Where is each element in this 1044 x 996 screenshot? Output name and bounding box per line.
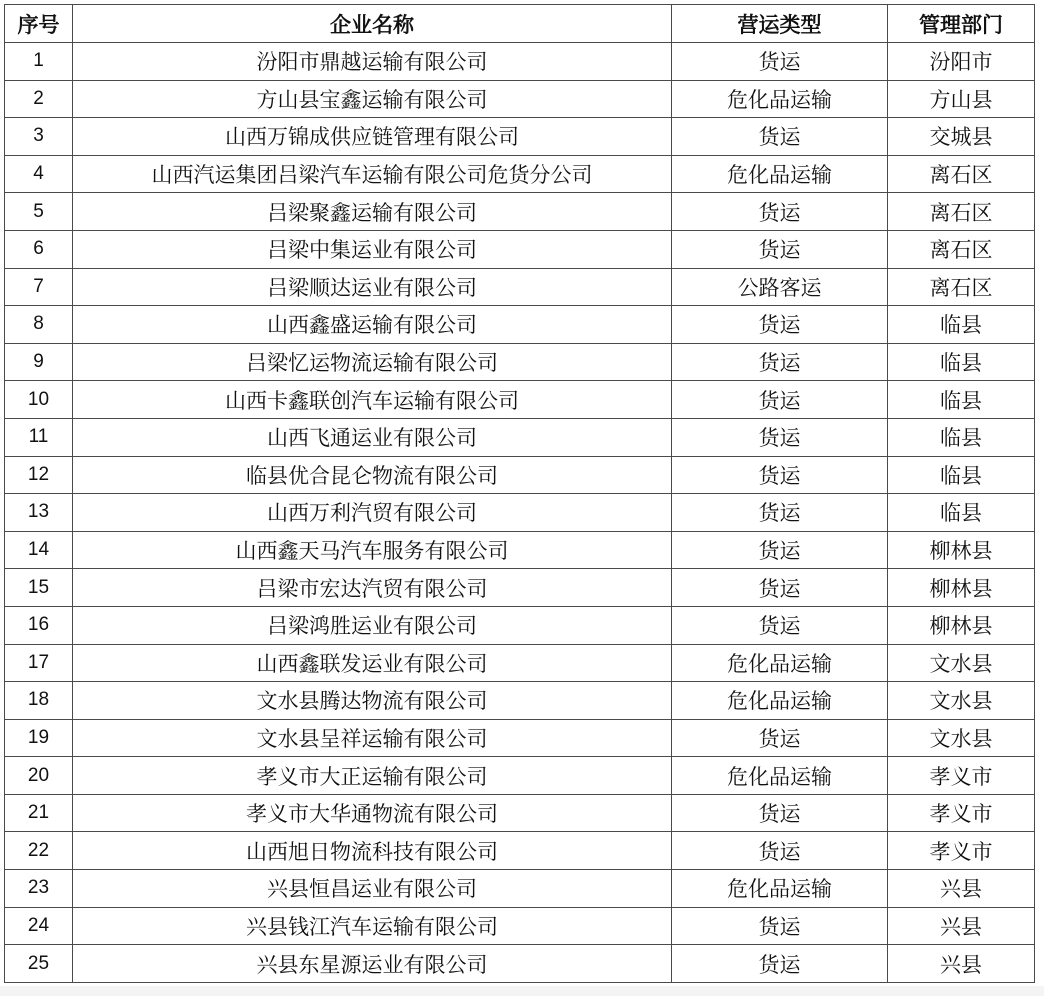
table-row (5, 155, 1035, 193)
cell-operation-type: 危化品运输 (672, 644, 888, 682)
table-row (5, 606, 1035, 644)
table-row (5, 644, 1035, 682)
cell-operation-type: 货运 (672, 531, 888, 569)
cell-operation-type: 货运 (672, 343, 888, 381)
cell-management-dept: 柳林县 (888, 531, 1035, 569)
cell-management-dept: 文水县 (888, 719, 1035, 757)
cell-management-dept: 孝义市 (888, 757, 1035, 795)
cell-index: 21 (5, 794, 73, 832)
cell-index: 14 (5, 531, 73, 569)
cell-operation-type: 货运 (672, 193, 888, 231)
cell-company-name: 临县优合昆仑物流有限公司 (73, 456, 672, 494)
table-row (5, 80, 1035, 118)
page-bottom-strip (0, 986, 1044, 996)
cell-company-name: 兴县恒昌运业有限公司 (73, 870, 672, 908)
table-row (5, 193, 1035, 231)
cell-company-name: 山西汽运集团吕梁汽车运输有限公司危货分公司 (73, 155, 672, 193)
cell-management-dept: 临县 (888, 343, 1035, 381)
cell-index: 16 (5, 606, 73, 644)
header-row (5, 5, 1035, 43)
cell-management-dept: 离石区 (888, 230, 1035, 268)
cell-operation-type: 货运 (672, 494, 888, 532)
cell-company-name: 兴县钱江汽车运输有限公司 (73, 907, 672, 945)
cell-index: 8 (5, 306, 73, 344)
cell-index: 13 (5, 494, 73, 532)
cell-operation-type: 货运 (672, 381, 888, 419)
cell-company-name: 吕梁鸿胜运业有限公司 (73, 606, 672, 644)
cell-company-name: 兴县东星源运业有限公司 (73, 945, 672, 983)
cell-operation-type: 货运 (672, 306, 888, 344)
cell-company-name: 山西旭日物流科技有限公司 (73, 832, 672, 870)
cell-management-dept: 交城县 (888, 118, 1035, 156)
cell-management-dept: 离石区 (888, 268, 1035, 306)
cell-index: 5 (5, 193, 73, 231)
cell-company-name: 山西飞通运业有限公司 (73, 418, 672, 456)
cell-company-name: 孝义市大华通物流有限公司 (73, 794, 672, 832)
cell-index: 12 (5, 456, 73, 494)
cell-company-name: 吕梁中集运业有限公司 (73, 230, 672, 268)
table-row (5, 719, 1035, 757)
table-row (5, 945, 1035, 983)
table-row (5, 531, 1035, 569)
header-operation-type: 营运类型 (672, 5, 888, 43)
cell-company-name: 山西万利汽贸有限公司 (73, 494, 672, 532)
table-row (5, 381, 1035, 419)
cell-index: 25 (5, 945, 73, 983)
cell-management-dept: 临县 (888, 456, 1035, 494)
cell-management-dept: 临县 (888, 381, 1035, 419)
table-row (5, 43, 1035, 81)
table-row (5, 343, 1035, 381)
table-row (5, 870, 1035, 908)
cell-management-dept: 方山县 (888, 80, 1035, 118)
cell-company-name: 山西万锦成供应链管理有限公司 (73, 118, 672, 156)
cell-management-dept: 兴县 (888, 907, 1035, 945)
cell-company-name: 文水县腾达物流有限公司 (73, 682, 672, 720)
cell-management-dept: 文水县 (888, 644, 1035, 682)
cell-operation-type: 货运 (672, 606, 888, 644)
cell-operation-type: 货运 (672, 230, 888, 268)
cell-company-name: 孝义市大正运输有限公司 (73, 757, 672, 795)
cell-management-dept: 汾阳市 (888, 43, 1035, 81)
cell-operation-type: 危化品运输 (672, 870, 888, 908)
cell-index: 3 (5, 118, 73, 156)
cell-index: 1 (5, 43, 73, 81)
cell-operation-type: 公路客运 (672, 268, 888, 306)
company-table (4, 4, 1035, 983)
cell-company-name: 吕梁忆运物流运输有限公司 (73, 343, 672, 381)
table-row (5, 230, 1035, 268)
cell-index: 22 (5, 832, 73, 870)
cell-company-name: 汾阳市鼎越运输有限公司 (73, 43, 672, 81)
table-row (5, 832, 1035, 870)
cell-operation-type: 危化品运输 (672, 757, 888, 795)
cell-company-name: 方山县宝鑫运输有限公司 (73, 80, 672, 118)
cell-management-dept: 临县 (888, 306, 1035, 344)
table-row (5, 118, 1035, 156)
cell-management-dept: 临县 (888, 418, 1035, 456)
cell-index: 18 (5, 682, 73, 720)
table-row (5, 456, 1035, 494)
cell-index: 15 (5, 569, 73, 607)
table-header (5, 5, 1035, 43)
cell-management-dept: 孝义市 (888, 794, 1035, 832)
cell-operation-type: 货运 (672, 118, 888, 156)
cell-operation-type: 危化品运输 (672, 682, 888, 720)
header-company-name: 企业名称 (73, 5, 672, 43)
cell-index: 23 (5, 870, 73, 908)
table-row (5, 418, 1035, 456)
cell-index: 11 (5, 418, 73, 456)
cell-index: 20 (5, 757, 73, 795)
cell-management-dept: 文水县 (888, 682, 1035, 720)
table-row (5, 794, 1035, 832)
cell-operation-type: 货运 (672, 907, 888, 945)
cell-company-name: 吕梁市宏达汽贸有限公司 (73, 569, 672, 607)
cell-index: 10 (5, 381, 73, 419)
cell-operation-type: 货运 (672, 719, 888, 757)
cell-company-name: 山西鑫盛运输有限公司 (73, 306, 672, 344)
cell-index: 4 (5, 155, 73, 193)
cell-company-name: 山西卡鑫联创汽车运输有限公司 (73, 381, 672, 419)
table-row (5, 907, 1035, 945)
cell-index: 24 (5, 907, 73, 945)
cell-management-dept: 柳林县 (888, 606, 1035, 644)
header-management-dept: 管理部门 (888, 5, 1035, 43)
cell-operation-type: 货运 (672, 945, 888, 983)
cell-index: 19 (5, 719, 73, 757)
cell-company-name: 文水县呈祥运输有限公司 (73, 719, 672, 757)
table-row (5, 268, 1035, 306)
cell-management-dept: 柳林县 (888, 569, 1035, 607)
table-row (5, 682, 1035, 720)
cell-operation-type: 货运 (672, 794, 888, 832)
cell-company-name: 吕梁顺达运业有限公司 (73, 268, 672, 306)
cell-company-name: 山西鑫天马汽车服务有限公司 (73, 531, 672, 569)
cell-index: 9 (5, 343, 73, 381)
table-row (5, 757, 1035, 795)
cell-operation-type: 危化品运输 (672, 80, 888, 118)
cell-company-name: 吕梁聚鑫运输有限公司 (73, 193, 672, 231)
cell-management-dept: 兴县 (888, 945, 1035, 983)
cell-index: 17 (5, 644, 73, 682)
cell-index: 7 (5, 268, 73, 306)
cell-management-dept: 孝义市 (888, 832, 1035, 870)
cell-operation-type: 货运 (672, 43, 888, 81)
table-row (5, 569, 1035, 607)
company-table-sheet (4, 4, 1034, 983)
cell-operation-type: 货运 (672, 832, 888, 870)
cell-management-dept: 离石区 (888, 193, 1035, 231)
cell-management-dept: 离石区 (888, 155, 1035, 193)
cell-index: 2 (5, 80, 73, 118)
cell-operation-type: 危化品运输 (672, 155, 888, 193)
cell-management-dept: 临县 (888, 494, 1035, 532)
cell-operation-type: 货运 (672, 569, 888, 607)
table-row (5, 494, 1035, 532)
cell-operation-type: 货运 (672, 456, 888, 494)
header-index: 序号 (5, 5, 73, 43)
cell-management-dept: 兴县 (888, 870, 1035, 908)
table-body (5, 43, 1035, 983)
table-row (5, 306, 1035, 344)
cell-company-name: 山西鑫联发运业有限公司 (73, 644, 672, 682)
cell-operation-type: 货运 (672, 418, 888, 456)
cell-index: 6 (5, 230, 73, 268)
